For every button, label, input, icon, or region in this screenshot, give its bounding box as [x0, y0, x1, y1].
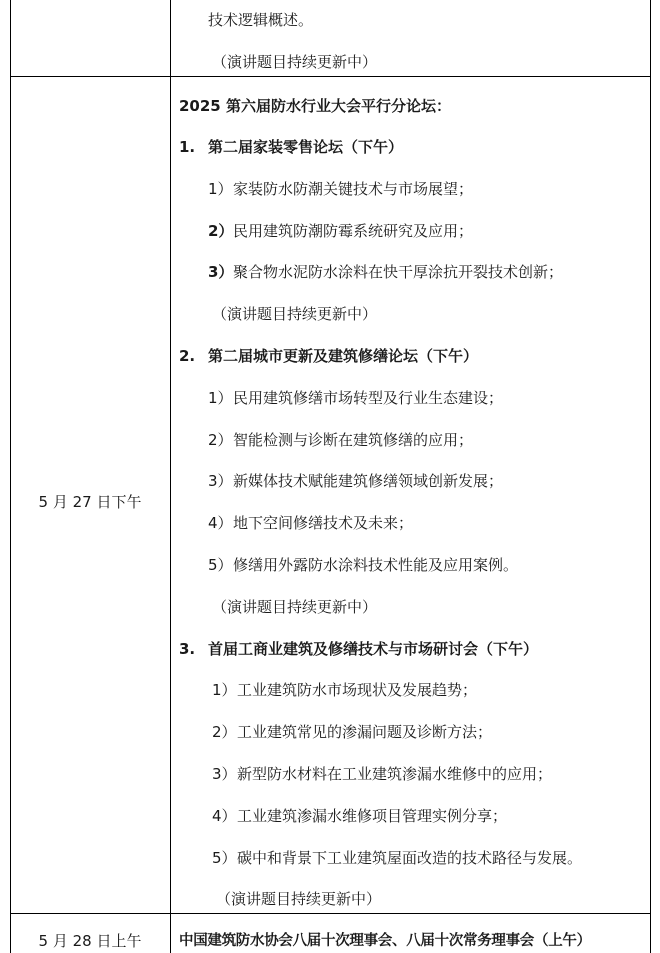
- row-divider-1: [10, 76, 651, 77]
- s1-item-1-num: 1）: [208, 180, 233, 198]
- s1-item-1-text: 家装防水防潮关键技术与市场展望；: [233, 180, 474, 198]
- section-1-num: 1.: [179, 138, 196, 156]
- s2-item-2-num: 2）: [208, 431, 233, 449]
- table-border-middle: [170, 0, 171, 953]
- s3-item-4-num: 4）: [212, 807, 237, 825]
- s3-item-1-num: 1）: [212, 681, 237, 699]
- s2-item-4-num: 4）: [208, 514, 233, 532]
- section-1-title: 第二届家装零售论坛（下午）: [208, 138, 404, 156]
- s2-item-3-num: 3）: [208, 472, 233, 490]
- s3-item-4-text: 工业建筑渗漏水维修项目管理实例分享；: [237, 807, 508, 825]
- s2-item-1-num: 1）: [208, 389, 233, 407]
- s1-tbd: （演讲题目持续更新中）: [212, 305, 378, 323]
- s3-item-5-num: 5）: [212, 849, 237, 867]
- s3-item-2-num: 2）: [212, 723, 237, 741]
- s3-item-5-text: 碳中和背景下工业建筑屋面改造的技术路径与发展。: [237, 849, 583, 867]
- s2-item-2-text: 智能检测与诊断在建筑修缮的应用；: [233, 431, 474, 449]
- s1-item-2-text: 民用建筑防潮防霉系统研究及应用；: [233, 222, 474, 240]
- section-3-num: 3.: [179, 640, 196, 658]
- table-border-left: [10, 0, 11, 953]
- s1-item-3-num: 3）: [208, 263, 234, 281]
- prev-row-line: 技术逻辑概述。: [208, 11, 314, 29]
- date-may-27: 5 月 27 日下午: [38, 493, 142, 511]
- section-2-num: 2.: [179, 347, 196, 365]
- s3-item-2-text: 工业建筑常见的渗漏问题及诊断方法；: [237, 723, 493, 741]
- s3-item-3-text: 新型防水材料在工业建筑渗漏水维修中的应用；: [237, 765, 553, 783]
- s2-item-1-text: 民用建筑修缮市场转型及行业生态建设；: [233, 389, 504, 407]
- s2-item-4-text: 地下空间修缮技术及未来；: [233, 514, 414, 532]
- table-border-right: [650, 0, 651, 953]
- s1-item-3-text: 聚合物水泥防水涂料在快干厚涂抗开裂技术创新；: [233, 263, 564, 281]
- s2-tbd: （演讲题目持续更新中）: [212, 598, 378, 616]
- s2-item-5-text: 修缮用外露防水涂料技术性能及应用案例。: [233, 556, 519, 574]
- s2-item-3-text: 新媒体技术赋能建筑修缮领域创新发展；: [233, 472, 504, 490]
- forum-heading: 2025 第六届防水行业大会平行分论坛：: [179, 97, 451, 115]
- may28-agenda-line: 中国建筑防水协会八届十次理事会、八届十次常务理事会（上午）: [179, 933, 591, 949]
- s3-tbd: （演讲题目持续更新中）: [216, 890, 382, 908]
- section-2-title: 第二届城市更新及建筑修缮论坛（下午）: [208, 347, 479, 365]
- s1-item-2-num: 2）: [208, 222, 234, 240]
- s3-item-1-text: 工业建筑防水市场现状及发展趋势；: [237, 681, 478, 699]
- date-may-28: 5 月 28 日上午: [38, 932, 142, 950]
- s2-item-5-num: 5）: [208, 556, 233, 574]
- prev-row-tbd: （演讲题目持续更新中）: [212, 53, 378, 71]
- section-3-title: 首届工商业建筑及修缮技术与市场研讨会（下午）: [208, 640, 539, 658]
- row-divider-2: [10, 913, 651, 914]
- s3-item-3-num: 3）: [212, 765, 237, 783]
